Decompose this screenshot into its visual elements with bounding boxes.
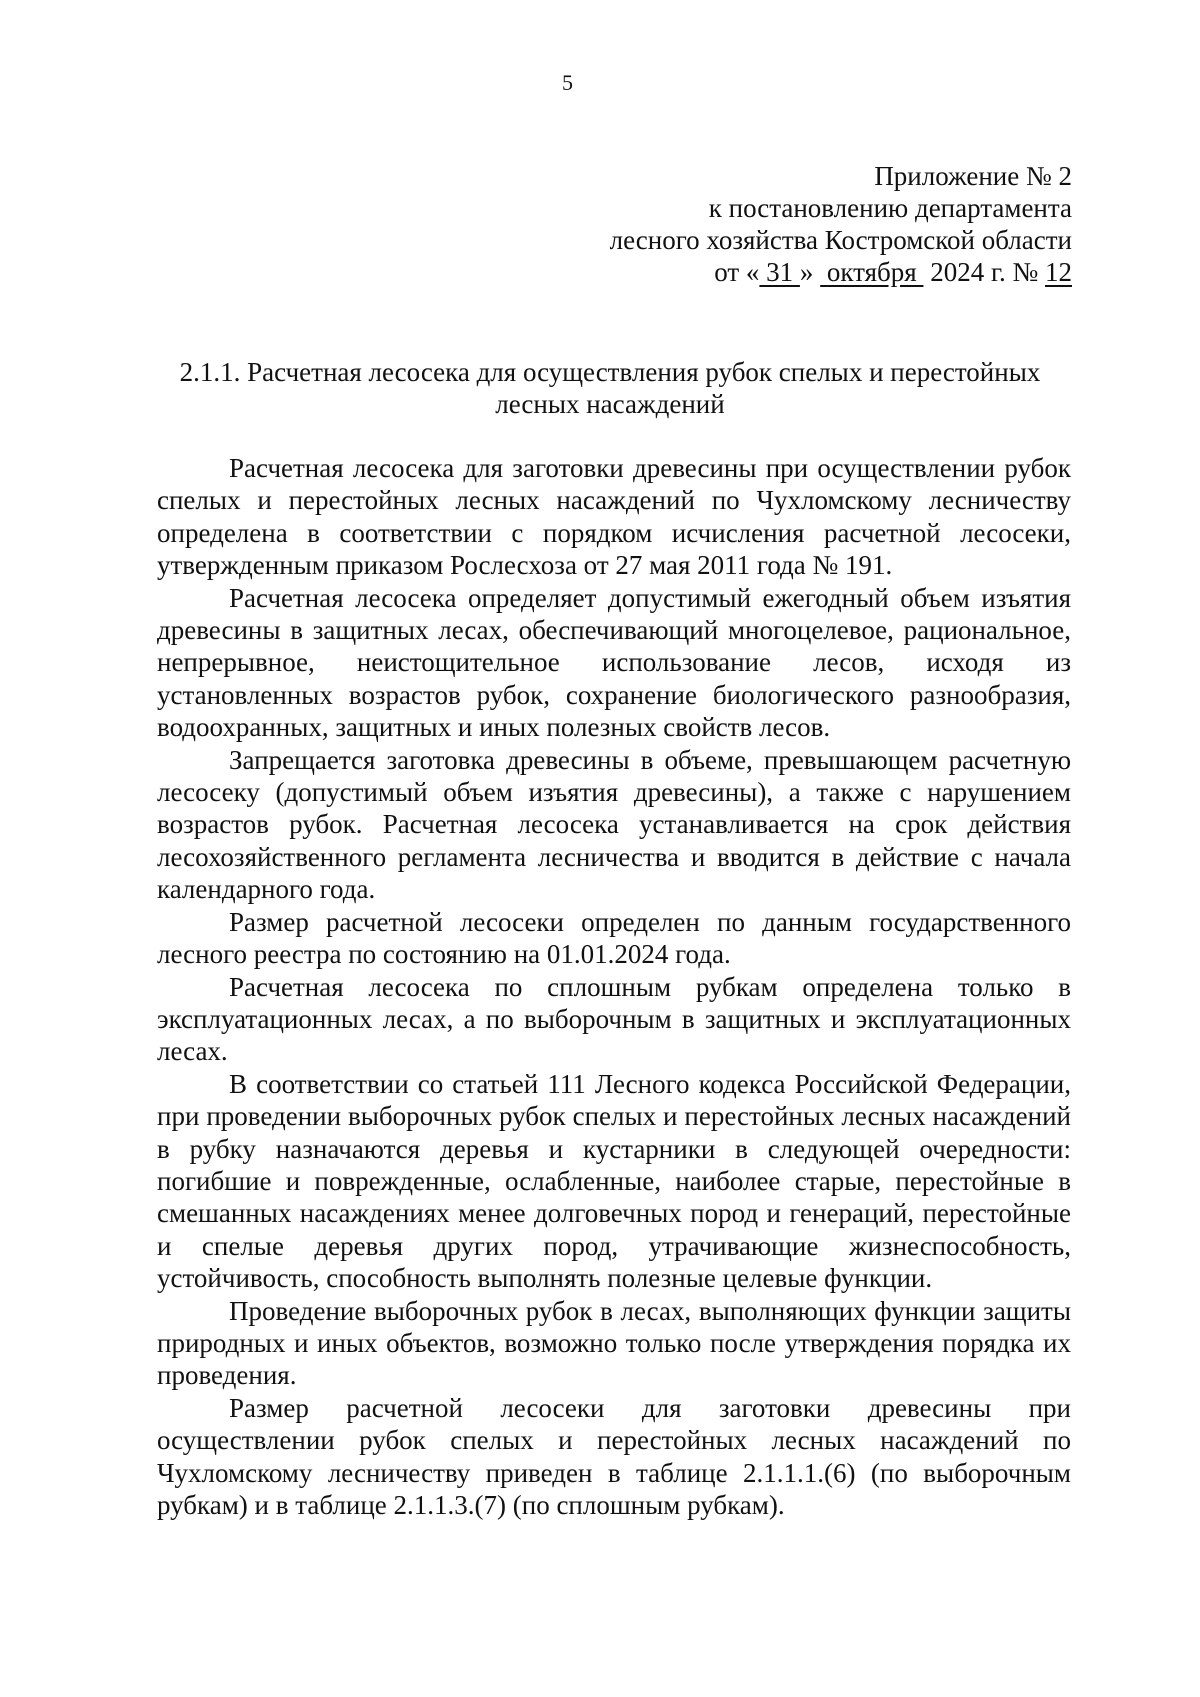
document-number: 12 xyxy=(1045,257,1072,287)
paragraph: Расчетная лесосека по сплошным рубкам определена только в эксплуатационных лесах, а по выборочным в защитных и эксплуатационных лесах. xyxy=(157,971,1071,1067)
appendix-date-line xyxy=(610,256,1072,288)
body-text xyxy=(157,452,1071,1521)
appendix-line-3: лесного хозяйства Костромской области xyxy=(609,225,1072,255)
date-mid: » xyxy=(799,257,821,287)
appendix-line-2: к постановлению департамента xyxy=(708,193,1072,223)
paragraph: Проведение выборочных рубок в лесах, выполняющих функции защиты природных и иных объектов, возможно только после утверждения порядка их проведения. xyxy=(157,1295,1071,1391)
paragraph: Запрещается заготовка древесины в объеме, превышающем расчетную лесосеку (допустимый объем изъятия древесины), а также с нарушением возрастов рубок. Расчетная лесосека устанавливается на срок действия лесохозяйственного регламента лесничества и вводится в действие с начала календарного года. xyxy=(157,744,1071,905)
appendix-header xyxy=(610,160,1072,288)
date-prefix: от « xyxy=(714,257,760,287)
appendix-title: Приложение № 2 xyxy=(874,161,1072,191)
paragraph: Расчетная лесосека определяет допустимый ежегодный объем изъятия древесины в защитных лесах, обеспечивающий многоцелевое, рациональное, непрерывное, неистощительное использование лесов, исходя из установленных возрастов рубок, сохранение биологического разнообразия, водоохранных, защитных и иных полезных свойств лесов. xyxy=(157,582,1071,743)
page-number: 5 xyxy=(562,70,573,95)
paragraph: В соответствии со статьей 111 Лесного кодекса Российской Федерации, при проведении выборочных рубок спелых и перестойных лесных насаждений в рубку назначаются деревья и кустарники в следующей очередности: погибшие и поврежденные, ослабленные, наиболее старые, перестойные в смешанных насаждениях менее долговечных пород и генераций, перестойные и спелые деревья других пород, утрачивающие жизнеспособность, устойчивость, способность выполнять полезные целевые функции. xyxy=(157,1068,1071,1294)
paragraph: Размер расчетной лесосеки для заготовки древесины при осуществлении рубок спелых и перестойных лесных насаждений по Чухломскому лесничеству приведен в таблице 2.1.1.1.(6) (по выборочным рубкам) и в таблице 2.1.1.3.(7) (по сплошным рубкам). xyxy=(157,1392,1071,1520)
date-day: 31 xyxy=(759,257,800,287)
paragraph: Расчетная лесосека для заготовки древесины при осуществлении рубок спелых и перестойных лесных насаждений по Чухломскому лесничеству определена в соответствии с порядком исчисления расчетной лесосеки, утвержденным приказом Рослесхоза от 27 мая 2011 года № 191. xyxy=(157,453,1071,581)
paragraph: Размер расчетной лесосеки определен по данным государственного лесного реестра по состоянию на 01.01.2024 года. xyxy=(157,906,1071,970)
date-year: 2024 г. № xyxy=(923,257,1045,287)
date-month: октября xyxy=(820,257,924,287)
section-heading: 2.1.1. Расчетная лесосека для осуществления рубок спелых и перестойных лесных насаждений xyxy=(179,357,1041,419)
